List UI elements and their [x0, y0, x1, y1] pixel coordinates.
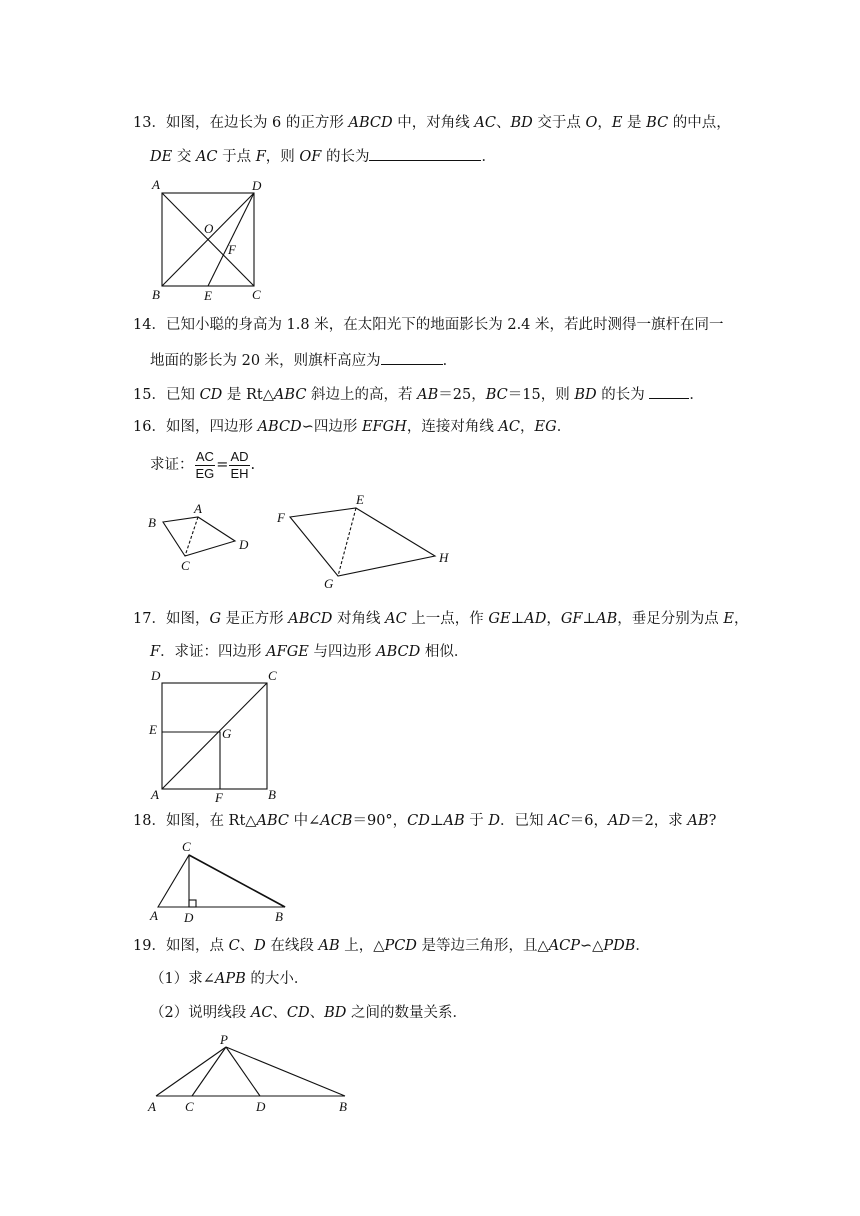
- q17-label-f: F: [215, 790, 223, 805]
- q16-label-a: A: [194, 501, 202, 516]
- q17-line2: F．求证：四边形 AFGE 与四边形 ABCD 相似．: [150, 644, 469, 660]
- q17-figure: [146, 664, 286, 804]
- q18-label-d: D: [184, 910, 194, 925]
- q18-line: 18．如图，在 Rt△ABC 中∠ACB＝90°，CD⊥AB 于 D．已知 AC＝6，AD＝2，求 AB?: [133, 813, 717, 829]
- q13-label-b: B: [152, 287, 160, 302]
- q16-label-f: F: [277, 510, 285, 525]
- q14-line1: 14．已知小聪的身高为 1.8 米，在太阳光下的地面影长为 2.4 米，若此时测得一旗杆在同一: [133, 317, 724, 333]
- q13-label-a: A: [152, 177, 160, 192]
- q18-label-b: B: [275, 909, 283, 924]
- q16-label-h: H: [439, 550, 449, 565]
- q17-label-e: E: [149, 722, 157, 737]
- q19-label-p: P: [220, 1032, 228, 1047]
- q13-label-e: E: [204, 288, 212, 303]
- q19-label-d: D: [256, 1099, 266, 1114]
- q17-label-b: B: [268, 787, 276, 802]
- q19-line: 19．如图，点 C、D 在线段 AB 上，△PCD 是等边三角形，且△ACP∽△PDB．: [133, 938, 650, 954]
- q13-answer-blank[interactable]: [369, 146, 481, 161]
- q15-answer-blank[interactable]: [649, 384, 689, 399]
- q19-label-c: C: [185, 1099, 194, 1114]
- q19-figure: [142, 1030, 362, 1118]
- q16-proof: 求证： $\frac{AC}{EG}$ = $\frac{AD}{EH}$ .: [150, 448, 256, 481]
- q18-label-c: C: [182, 839, 191, 854]
- q16-label-e: E: [356, 492, 364, 507]
- q16-label-g: G: [324, 576, 334, 591]
- q17-label-c: C: [268, 668, 277, 683]
- q13-label-c: C: [252, 287, 261, 302]
- q18-label-a: A: [150, 908, 158, 923]
- q18-figure: [146, 838, 296, 926]
- q17-label-g: G: [222, 726, 232, 741]
- q16-label-d: D: [239, 537, 249, 552]
- q14-answer-blank[interactable]: [381, 350, 443, 365]
- q19-label-b: B: [339, 1099, 347, 1114]
- q16-figure-abcd: [146, 500, 256, 575]
- q13-line1: 13．如图，在边长为 6 的正方形 ABCD 中，对角线 AC、BD 交于点 O，E 是 BC 的中点，: [133, 115, 731, 131]
- q14-line2: 地面的影长为 20 米，则旗杆高应为 ．: [150, 350, 457, 370]
- q13-label-d: D: [252, 178, 262, 193]
- q16-frac-ac-eg: $\frac{AC}{EG}$: [195, 448, 215, 481]
- q16-label-b: B: [148, 515, 156, 530]
- q19-sub2: （2）说明线段 AC、CD、BD 之间的数量关系．: [150, 1005, 468, 1021]
- q15-line: 15．已知 CD 是 Rt△ABC 斜边上的高，若 AB＝25，BC＝15，则 BD 的长为 ．: [133, 384, 704, 404]
- q16-figure-efgh: [270, 490, 460, 590]
- q13-figure: [148, 176, 278, 304]
- q19-sub1: （1）求∠APB 的大小．: [150, 971, 309, 987]
- q17-label-d: D: [151, 668, 161, 683]
- q17-line1: 17．如图，G 是正方形 ABCD 对角线 AC 上一点，作 GE⊥AD，GF⊥AB，垂足分别为点 E，: [133, 611, 749, 627]
- q16-line1: 16．如图，四边形 ABCD∽四边形 EFGH，连接对角线 AC，EG．: [133, 419, 572, 435]
- q13-label-o: O: [204, 221, 214, 236]
- q13-label-f: F: [228, 242, 236, 257]
- q13-line2: DE 交 AC 于点 F，则 OF 的长为 ．: [150, 146, 496, 166]
- q16-label-c: C: [181, 558, 190, 573]
- q19-label-a: A: [148, 1099, 156, 1114]
- q17-label-a: A: [151, 787, 159, 802]
- q16-frac-ad-eh: $\frac{AD}{EH}$: [230, 448, 249, 481]
